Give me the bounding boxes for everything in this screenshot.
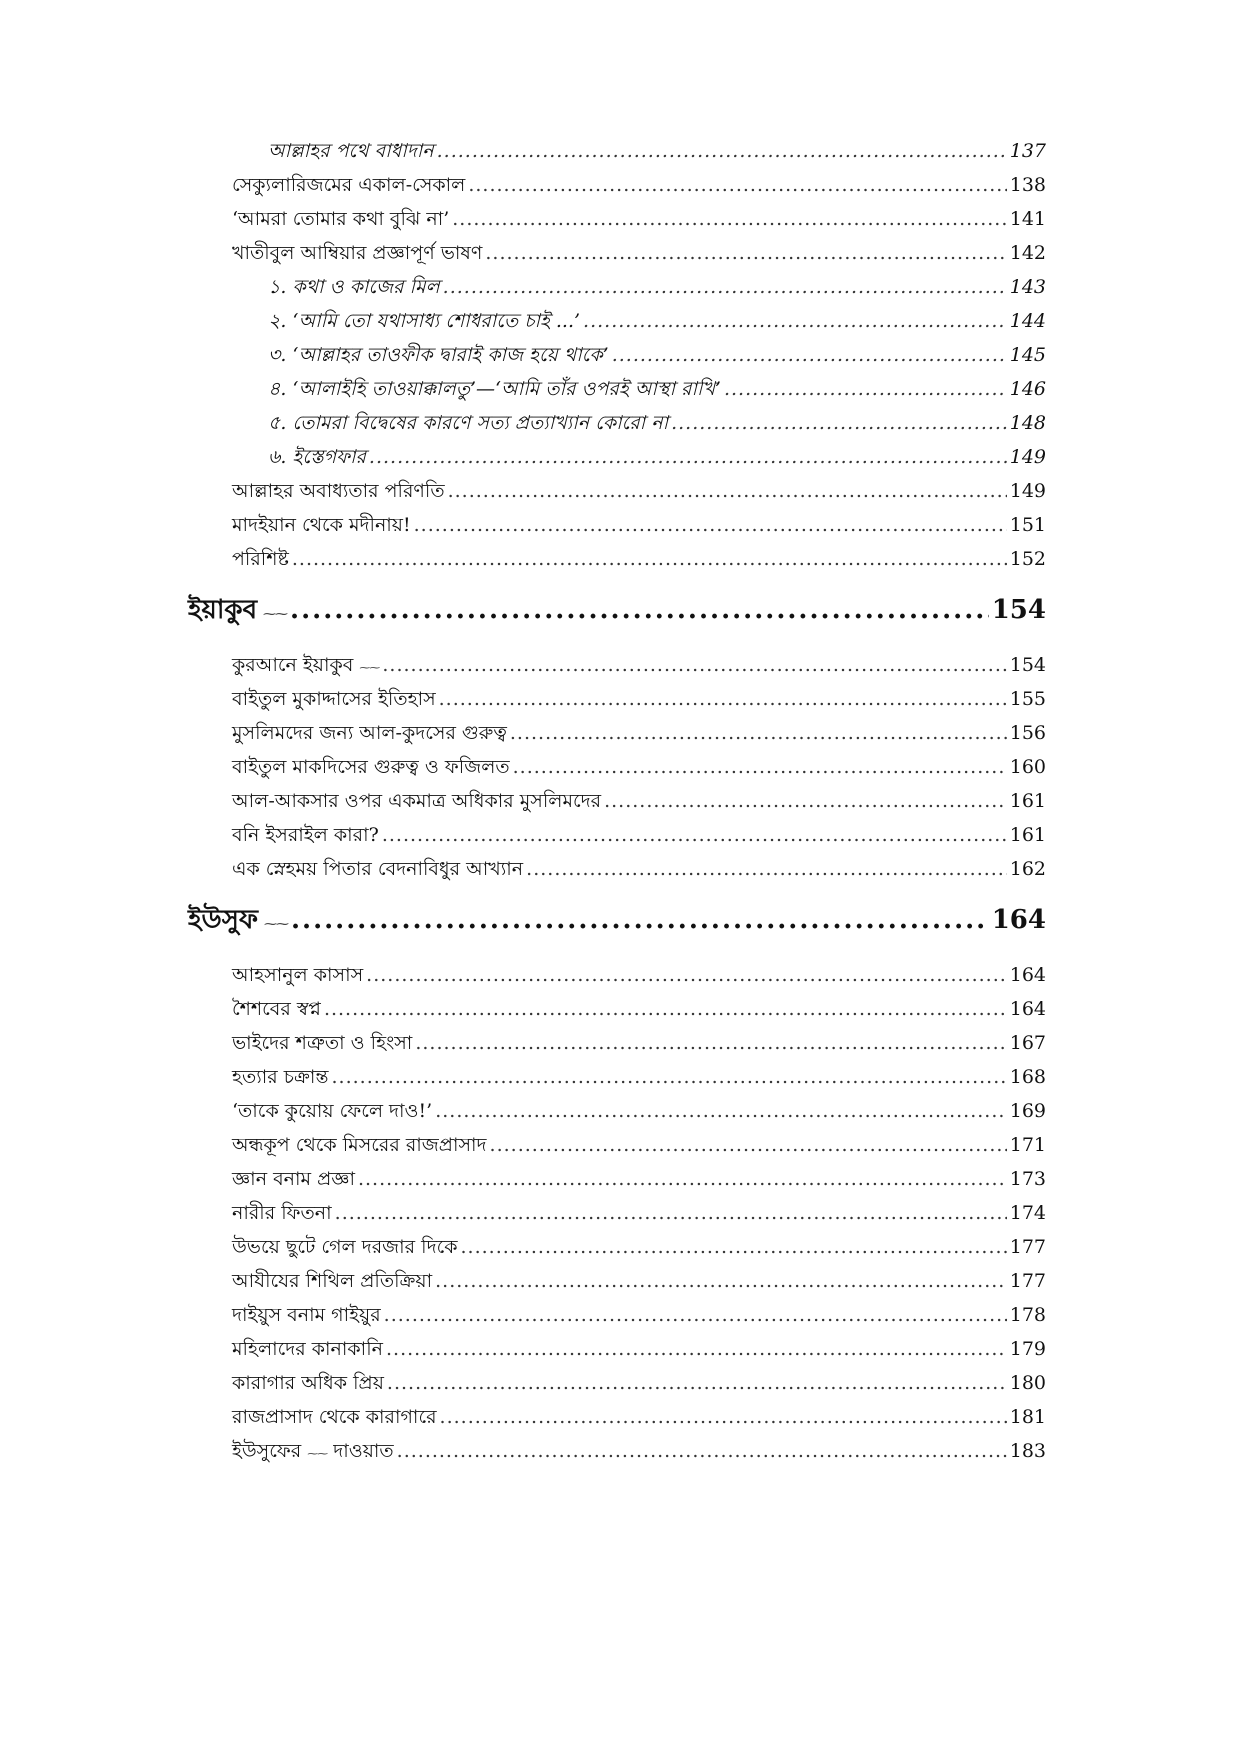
page-number: 180 xyxy=(1009,1372,1046,1394)
dot-leader xyxy=(435,1094,1007,1128)
page-number: 179 xyxy=(1009,1338,1046,1360)
page-number: 178 xyxy=(1009,1304,1046,1326)
page-number: 169 xyxy=(1009,1100,1046,1122)
page-number: 183 xyxy=(1009,1440,1046,1462)
page-number: 181 xyxy=(1009,1406,1046,1428)
toc-entry xyxy=(232,1434,1046,1468)
toc-entry xyxy=(232,168,1046,202)
toc-entry xyxy=(232,1026,1046,1060)
dot-leader xyxy=(384,1298,1007,1332)
page-number: 143 xyxy=(1009,276,1046,298)
toc-subentry xyxy=(268,372,1046,406)
honorific-calligraphy-icon: ⁓⁓ xyxy=(263,917,288,932)
entry-title: এক স্নেহময় পিতার বেদনাবিধুর আখ্যান xyxy=(232,858,524,880)
dot-leader xyxy=(386,1332,1007,1366)
honorific-calligraphy-icon: ⁓⁓ xyxy=(263,607,288,622)
entry-title: অন্ধকূপ থেকে মিসরের রাজপ্রাসাদ xyxy=(232,1134,487,1156)
toc-entry xyxy=(232,1298,1046,1332)
page-number: 141 xyxy=(1009,208,1046,230)
toc-chapter-heading xyxy=(188,896,1046,944)
toc-entry xyxy=(232,1230,1046,1264)
entry-title: আল-আকসার ওপর একমাত্র অধিকার মুসলিমদের xyxy=(232,790,602,812)
entry-title: বাইতুল মুকাদ্দাসের ইতিহাস xyxy=(232,688,436,710)
toc-entry xyxy=(232,1196,1046,1230)
entry-title: আহসানুল কাসাস xyxy=(232,964,364,986)
entry-title: উভয়ে ছুটে গেল দরজার দিকে xyxy=(232,1236,458,1258)
entry-title: বাইতুল মাকদিসের গুরুত্ব ও ফজিলত xyxy=(232,756,510,778)
toc-entry xyxy=(232,1060,1046,1094)
entry-title: নারীর ফিতনা xyxy=(232,1202,332,1224)
dot-leader xyxy=(440,1400,1007,1434)
entry-title: ‘তাকে কুয়োয় ফেলে দাও!’ xyxy=(232,1100,433,1122)
toc-entry xyxy=(232,508,1046,542)
page-number: 164 xyxy=(991,905,1046,935)
entry-title: মহিলাদের কানাকানি xyxy=(232,1338,383,1360)
dot-leader xyxy=(604,784,1007,818)
entry-title: মুসলিমদের জন্য আল-কুদসের গুরুত্ব xyxy=(232,722,507,744)
dot-leader xyxy=(335,1196,1007,1230)
dot-leader xyxy=(292,542,1007,576)
page-number: 154 xyxy=(991,595,1046,625)
page-number: 156 xyxy=(1009,722,1046,744)
toc-entry xyxy=(232,1128,1046,1162)
entry-title: ‘আমরা তোমার কথা বুঝি না’ xyxy=(232,208,450,230)
entry-title: জ্ঞান বনাম প্রজ্ঞা xyxy=(232,1168,355,1190)
entry-title: ভাইদের শত্রুতা ও হিংসা xyxy=(232,1032,413,1054)
entry-title: ৩. ‘আল্লাহর তাওফীক দ্বারাই কাজ হয়ে থাকে’ xyxy=(268,344,609,366)
toc-entry xyxy=(232,648,1046,682)
dot-leader xyxy=(366,958,1007,992)
page-number: 145 xyxy=(1009,344,1046,366)
dot-leader xyxy=(435,1264,1007,1298)
toc-subentry xyxy=(268,440,1046,474)
toc-entry xyxy=(232,1332,1046,1366)
dot-leader xyxy=(324,992,1007,1026)
toc-entry xyxy=(232,784,1046,818)
page-number: 152 xyxy=(1009,548,1046,570)
page-number: 137 xyxy=(1009,140,1046,162)
dot-leader xyxy=(526,852,1007,886)
entry-title: ১. কথা ও কাজের মিল xyxy=(268,276,440,298)
page-number: 151 xyxy=(1009,514,1046,536)
toc-entry xyxy=(232,716,1046,750)
page-number: 142 xyxy=(1009,242,1046,264)
page-number: 144 xyxy=(1009,310,1046,332)
toc-entry xyxy=(232,750,1046,784)
entry-title: সেক্যুলারিজমের একাল-সেকাল xyxy=(232,174,466,196)
entry-title: বনি ইসরাইল কারা? xyxy=(232,824,379,846)
toc-entry xyxy=(232,1162,1046,1196)
entry-title: কারাগার অধিক প্রিয় xyxy=(232,1372,384,1394)
entry-title: ইউসুফের xyxy=(232,1440,302,1462)
entry-title: আযীযের শিথিল প্রতিক্রিয়া xyxy=(232,1270,433,1292)
entry-title: আল্লাহর অবাধ্যতার পরিণতি xyxy=(232,480,445,502)
page-number: 161 xyxy=(1009,824,1046,846)
page-number: 148 xyxy=(1009,412,1046,434)
toc-entry xyxy=(232,992,1046,1026)
dot-leader xyxy=(414,508,1007,542)
toc-entry xyxy=(232,958,1046,992)
dot-leader xyxy=(468,168,1006,202)
page-number: 160 xyxy=(1009,756,1046,778)
page-number: 162 xyxy=(1009,858,1046,880)
page-number: 173 xyxy=(1009,1168,1046,1190)
dot-leader xyxy=(461,1230,1007,1264)
toc-entry xyxy=(232,682,1046,716)
dot-leader xyxy=(724,372,1007,406)
entry-title: ইয়াকুব xyxy=(188,595,258,625)
page-number: 171 xyxy=(1009,1134,1046,1156)
page-number: 154 xyxy=(1009,654,1046,676)
entry-title: শৈশবের স্বপ্ন xyxy=(232,998,321,1020)
toc-entry xyxy=(232,1366,1046,1400)
toc-subentry xyxy=(268,134,1046,168)
dot-leader xyxy=(291,896,989,944)
entry-title: ইউসুফ xyxy=(188,905,258,935)
honorific-calligraphy-icon: ⁓⁓ xyxy=(359,661,380,674)
toc-entry xyxy=(232,818,1046,852)
toc-entry xyxy=(232,1094,1046,1128)
entry-title: ৫. তোমরা বিদ্বেষের কারণে সত্য প্রত্যাখ্যান কোরো না xyxy=(268,412,669,434)
dot-leader xyxy=(369,440,1007,474)
entry-title: আল্লাহর পথে বাধাদান xyxy=(268,140,434,162)
page-number: 168 xyxy=(1009,1066,1046,1088)
dot-leader xyxy=(510,716,1007,750)
toc-entry xyxy=(232,236,1046,270)
dot-leader xyxy=(387,1366,1007,1400)
entry-title: কুরআনে ইয়াকুব xyxy=(232,654,354,676)
toc-entry xyxy=(232,474,1046,508)
page-number: 174 xyxy=(1009,1202,1046,1224)
dot-leader xyxy=(452,202,1006,236)
dot-leader xyxy=(415,1026,1006,1060)
dot-leader xyxy=(397,1434,1007,1468)
entry-title: মাদইয়ান থেকে মদীনায়! xyxy=(232,514,411,536)
toc-entry xyxy=(232,1264,1046,1298)
entry-title-suffix: দাওয়াত xyxy=(333,1440,394,1462)
page-number: 155 xyxy=(1009,688,1046,710)
page-number: 138 xyxy=(1009,174,1046,196)
entry-title: ২. ‘আমি তো যথাসাধ্য শোধরাতে চাই ...’ xyxy=(268,310,581,332)
dot-leader xyxy=(513,750,1007,784)
toc-subentry xyxy=(268,270,1046,304)
page-number: 149 xyxy=(1009,446,1046,468)
page-number: 167 xyxy=(1009,1032,1046,1054)
page-number: 149 xyxy=(1009,480,1046,502)
dot-leader xyxy=(382,818,1007,852)
toc-chapter-heading xyxy=(188,586,1046,634)
entry-title: দাইয়ুস বনাম গাইয়ুর xyxy=(232,1304,381,1326)
toc-subentry xyxy=(268,406,1046,440)
entry-title: ৪. ‘আলাইহি তাওয়াক্কালতু’—‘আমি তাঁর ওপরই আস্থা রাখি’ xyxy=(268,378,721,400)
toc-entry xyxy=(232,1400,1046,1434)
dot-leader xyxy=(382,648,1006,682)
toc-entry xyxy=(232,852,1046,886)
entry-title: হত্যার চক্রান্ত xyxy=(232,1066,329,1088)
dot-leader xyxy=(671,406,1007,440)
page-number: 146 xyxy=(1009,378,1046,400)
dot-leader xyxy=(583,304,1007,338)
toc-subentry xyxy=(268,304,1046,338)
dot-leader xyxy=(612,338,1007,372)
entry-title: খাতীবুল আম্বিয়ার প্রজ্ঞাপূর্ণ ভাষণ xyxy=(232,242,483,264)
toc-entry xyxy=(232,542,1046,576)
dot-leader xyxy=(439,682,1007,716)
entry-title: পরিশিষ্ট xyxy=(232,548,289,570)
page-number: 177 xyxy=(1009,1236,1046,1258)
page-number: 177 xyxy=(1009,1270,1046,1292)
toc-entry xyxy=(232,202,1046,236)
page-number: 164 xyxy=(1009,998,1046,1020)
entry-title: ৬. ইস্তেগফার xyxy=(268,446,366,468)
dot-leader xyxy=(290,586,989,634)
page-number: 164 xyxy=(1009,964,1046,986)
dot-leader xyxy=(358,1162,1007,1196)
dot-leader xyxy=(332,1060,1007,1094)
dot-leader xyxy=(448,474,1007,508)
dot-leader xyxy=(443,270,1007,304)
entry-title: রাজপ্রাসাদ থেকে কারাগারে xyxy=(232,1406,437,1428)
dot-leader xyxy=(490,1128,1007,1162)
toc-subentry xyxy=(268,338,1046,372)
page-number: 161 xyxy=(1009,790,1046,812)
honorific-calligraphy-icon: ⁓⁓ xyxy=(307,1447,328,1460)
dot-leader xyxy=(437,134,1007,168)
dot-leader xyxy=(485,236,1006,270)
